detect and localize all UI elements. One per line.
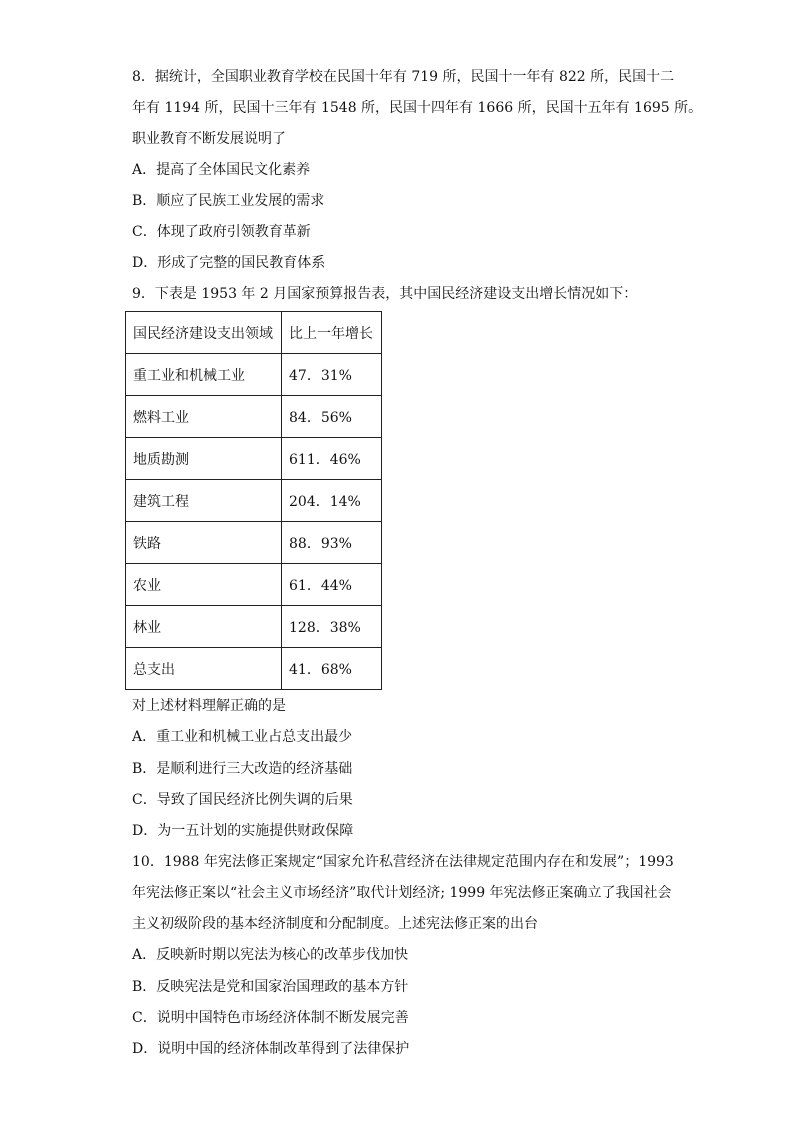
table-cell-field: 铁路 — [126, 522, 282, 564]
q10-stem-line-3: 主义初级阶段的基本经济制度和分配制度。上述宪法修正案的出台 — [132, 916, 538, 932]
table-cell-growth: 61．44% — [282, 564, 382, 606]
table-cell-field: 重工业和机械工业 — [126, 354, 282, 396]
q10-option-d: D．说明中国的经济体制改革得到了法律保护 — [132, 1041, 410, 1057]
table-cell-growth: 47．31% — [282, 354, 382, 396]
q8-stem-line-1: 8．据统计，全国职业教育学校在民国十年有 719 所，民国十一年有 822 所，民国十二 — [132, 69, 675, 85]
q10-option-c: C．说明中国特色市场经济体制不断发展完善 — [132, 1010, 409, 1026]
q10-stem-line-1: 10．1988 年宪法修正案规定“国家允许私营经济在法律规定范围内存在和发展”；1993 — [132, 854, 674, 870]
q8-option-c: C．体现了政府引领教育革新 — [132, 224, 311, 240]
q8-stem-line-3: 职业教育不断发展说明了 — [132, 131, 286, 147]
q10-stem-line-2: 年宪法修正案以“社会主义市场经济”取代计划经济; 1999 年宪法修正案确立了我国社会 — [132, 885, 672, 901]
table-cell-growth: 88．93% — [282, 522, 382, 564]
table-cell-growth: 41．68% — [282, 648, 382, 690]
table-header-cell: 比上一年增长 — [282, 312, 382, 354]
table-cell-growth: 128．38% — [282, 606, 382, 648]
table-cell-field: 农业 — [126, 564, 282, 606]
q9-stem: 9．下表是 1953 年 2 月国家预算报告表，其中国民经济建设支出增长情况如下： — [132, 286, 638, 302]
table-cell-field: 总支出 — [126, 648, 282, 690]
q10-option-a: A．反映新时期以宪法为核心的改革步伐加快 — [132, 947, 409, 963]
table-row — [126, 396, 382, 438]
q9-option-d: D．为一五计划的实施提供财政保障 — [132, 823, 354, 839]
table-header-row — [126, 312, 382, 354]
table-header-cell: 国民经济建设支出领域 — [126, 312, 282, 354]
q8-option-a: A．提高了全体国民文化素养 — [132, 162, 311, 178]
q8-option-b: B．顺应了民族工业发展的需求 — [132, 193, 325, 209]
q8-stem-line-2: 年有 1194 所，民国十三年有 1548 所，民国十四年有 1666 所，民国十五年有 1695 所。 — [132, 100, 703, 116]
table-cell-field: 地质勘测 — [126, 438, 282, 480]
table-cell-growth: 204．14% — [282, 480, 382, 522]
q9-option-c: C．导致了国民经济比例失调的后果 — [132, 792, 353, 808]
q9-option-a: A．重工业和机械工业占总支出最少 — [132, 729, 353, 745]
table-row — [126, 438, 382, 480]
table-row — [126, 522, 382, 564]
table-cell-field: 建筑工程 — [126, 480, 282, 522]
table-cell-field: 燃料工业 — [126, 396, 282, 438]
table-row — [126, 354, 382, 396]
q9-option-b: B．是顺利进行三大改造的经济基础 — [132, 761, 353, 777]
q9-question: 对上述材料理解正确的是 — [132, 698, 286, 714]
q10-option-b: B．反映宪法是党和国家治国理政的基本方针 — [132, 979, 409, 995]
table-row — [126, 564, 382, 606]
table-row — [126, 648, 382, 690]
q8-option-d: D．形成了完整的国民教育体系 — [132, 255, 326, 271]
table-cell-growth: 84．56% — [282, 396, 382, 438]
table-cell-field: 林业 — [126, 606, 282, 648]
budget-table — [125, 311, 382, 690]
table-row — [126, 480, 382, 522]
table-cell-growth: 611．46% — [282, 438, 382, 480]
table-row — [126, 606, 382, 648]
